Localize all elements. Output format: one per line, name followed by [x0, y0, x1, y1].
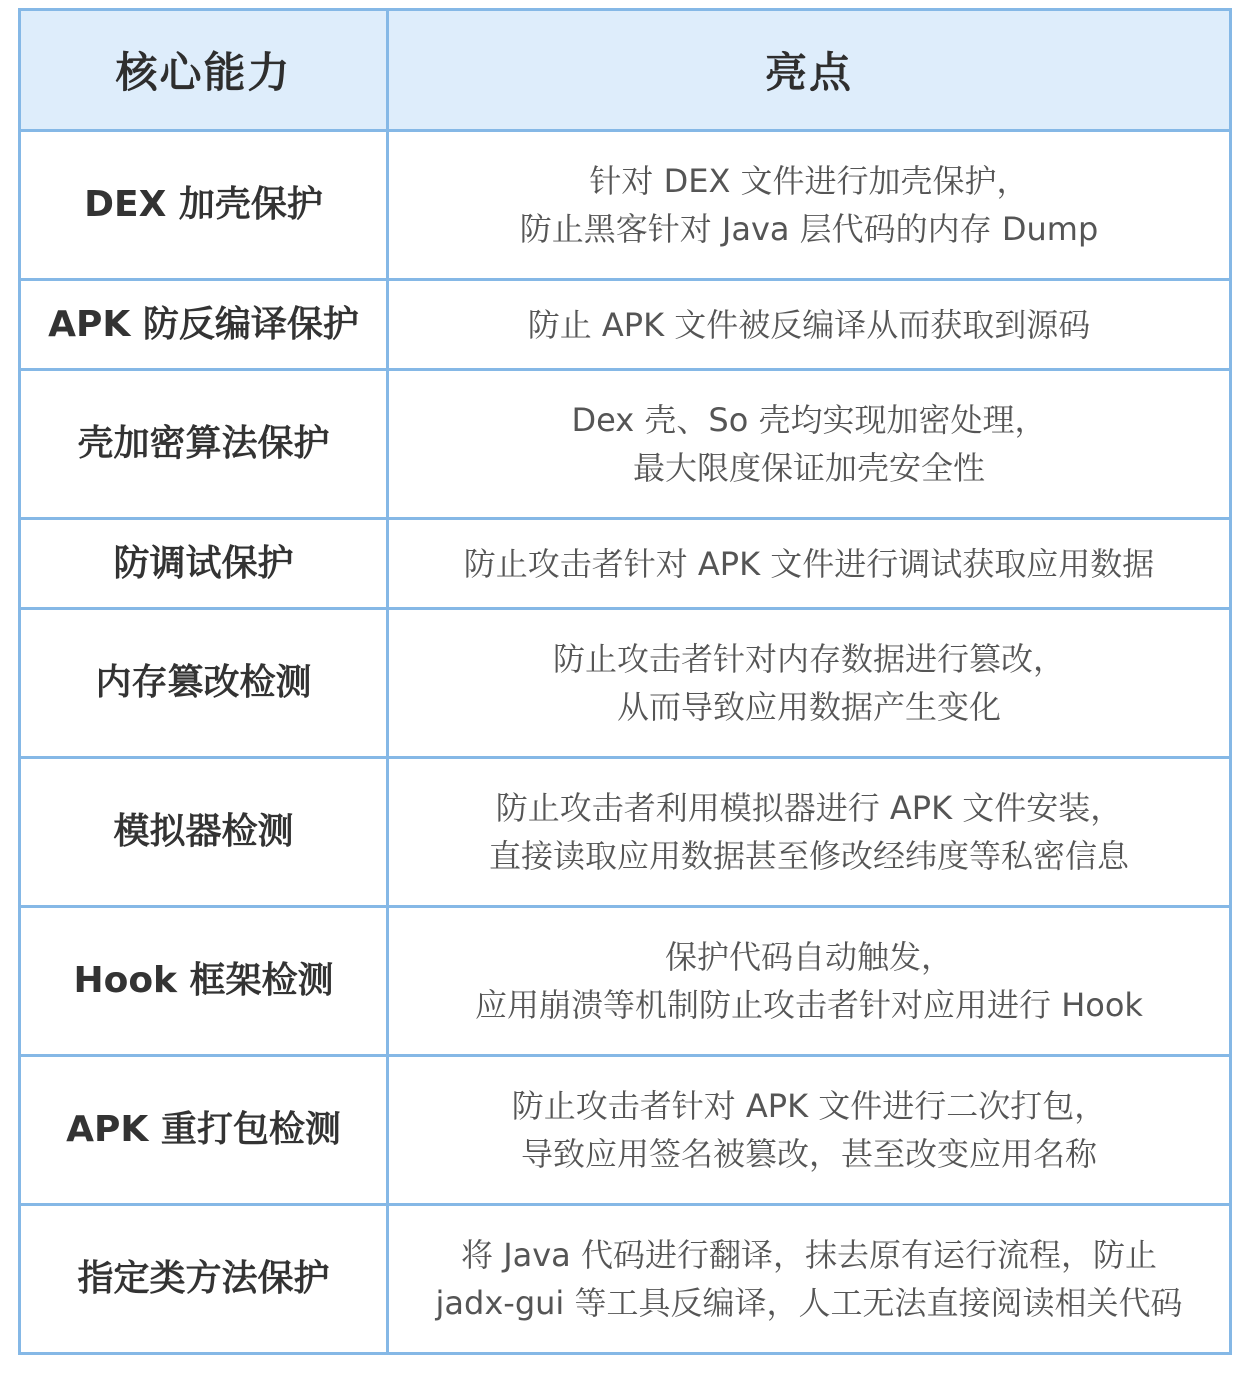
- highlight-line: 防止攻击者针对 APK 文件进行二次打包，: [511, 1087, 1107, 1125]
- highlight-cell: [388, 131, 1231, 280]
- table-row: [20, 131, 1231, 280]
- capability-cell: 壳加密算法保护: [20, 370, 388, 519]
- table-row: [20, 758, 1231, 907]
- highlight-line: 防止攻击者利用模拟器进行 APK 文件安装，: [495, 789, 1123, 827]
- highlight-cell: [388, 1056, 1231, 1205]
- capability-cell: 指定类方法保护: [20, 1205, 388, 1354]
- highlight-line: Dex 壳、So 壳均实现加密处理，: [571, 401, 1047, 439]
- capability-cell: Hook 框架检测: [20, 907, 388, 1056]
- table-row: [20, 907, 1231, 1056]
- highlight-cell: [388, 1205, 1231, 1354]
- table-row: [20, 370, 1231, 519]
- highlight-cell: [388, 609, 1231, 758]
- highlight-line: 将 Java 代码进行翻译，抹去原有运行流程，防止: [461, 1236, 1157, 1274]
- capability-cell: 内存篡改检测: [20, 609, 388, 758]
- feature-table: [18, 8, 1232, 1355]
- highlight-line: 防止 APK 文件被反编译从而获取到源码: [527, 305, 1091, 344]
- highlight-line: 导致应用签名被篡改，甚至改变应用名称: [520, 1135, 1097, 1173]
- highlight-cell: [388, 370, 1231, 519]
- highlight-line: 保护代码自动触发，: [664, 938, 953, 976]
- table-row: [20, 609, 1231, 758]
- header-capability: 核心能力: [20, 10, 388, 131]
- highlight-line: 从而导致应用数据产生变化: [616, 688, 1001, 726]
- highlight-cell: [388, 758, 1231, 907]
- highlight-cell: [388, 907, 1231, 1056]
- table-row: [20, 519, 1231, 609]
- highlight-line: 直接读取应用数据甚至修改经纬度等私密信息: [488, 837, 1129, 875]
- highlight-line: 最大限度保证加壳安全性: [632, 449, 985, 487]
- table-header: [20, 10, 1231, 131]
- capability-cell: DEX 加壳保护: [20, 131, 388, 280]
- highlight-line: 防止黑客针对 Java 层代码的内存 Dump: [519, 210, 1099, 248]
- header-highlight: 亮点: [388, 10, 1231, 131]
- table-body: [20, 131, 1231, 1354]
- highlight-cell: [388, 519, 1231, 609]
- highlight-line: 应用崩溃等机制防止攻击者针对应用进行 Hook: [475, 986, 1143, 1024]
- capability-cell: APK 重打包检测: [20, 1056, 388, 1205]
- table-row: [20, 1205, 1231, 1354]
- highlight-cell: [388, 280, 1231, 370]
- highlight-line: jadx-gui 等工具反编译，人工无法直接阅读相关代码: [435, 1284, 1183, 1322]
- capability-cell: 防调试保护: [20, 519, 388, 609]
- highlight-line: 防止攻击者针对 APK 文件进行调试获取应用数据: [463, 544, 1155, 583]
- capability-cell: APK 防反编译保护: [20, 280, 388, 370]
- highlight-line: 防止攻击者针对内存数据进行篡改，: [552, 640, 1065, 678]
- capability-cell: 模拟器检测: [20, 758, 388, 907]
- header-row: [20, 10, 1231, 131]
- table-row: [20, 1056, 1231, 1205]
- highlight-line: 针对 DEX 文件进行加壳保护，: [589, 162, 1029, 200]
- table-row: [20, 280, 1231, 370]
